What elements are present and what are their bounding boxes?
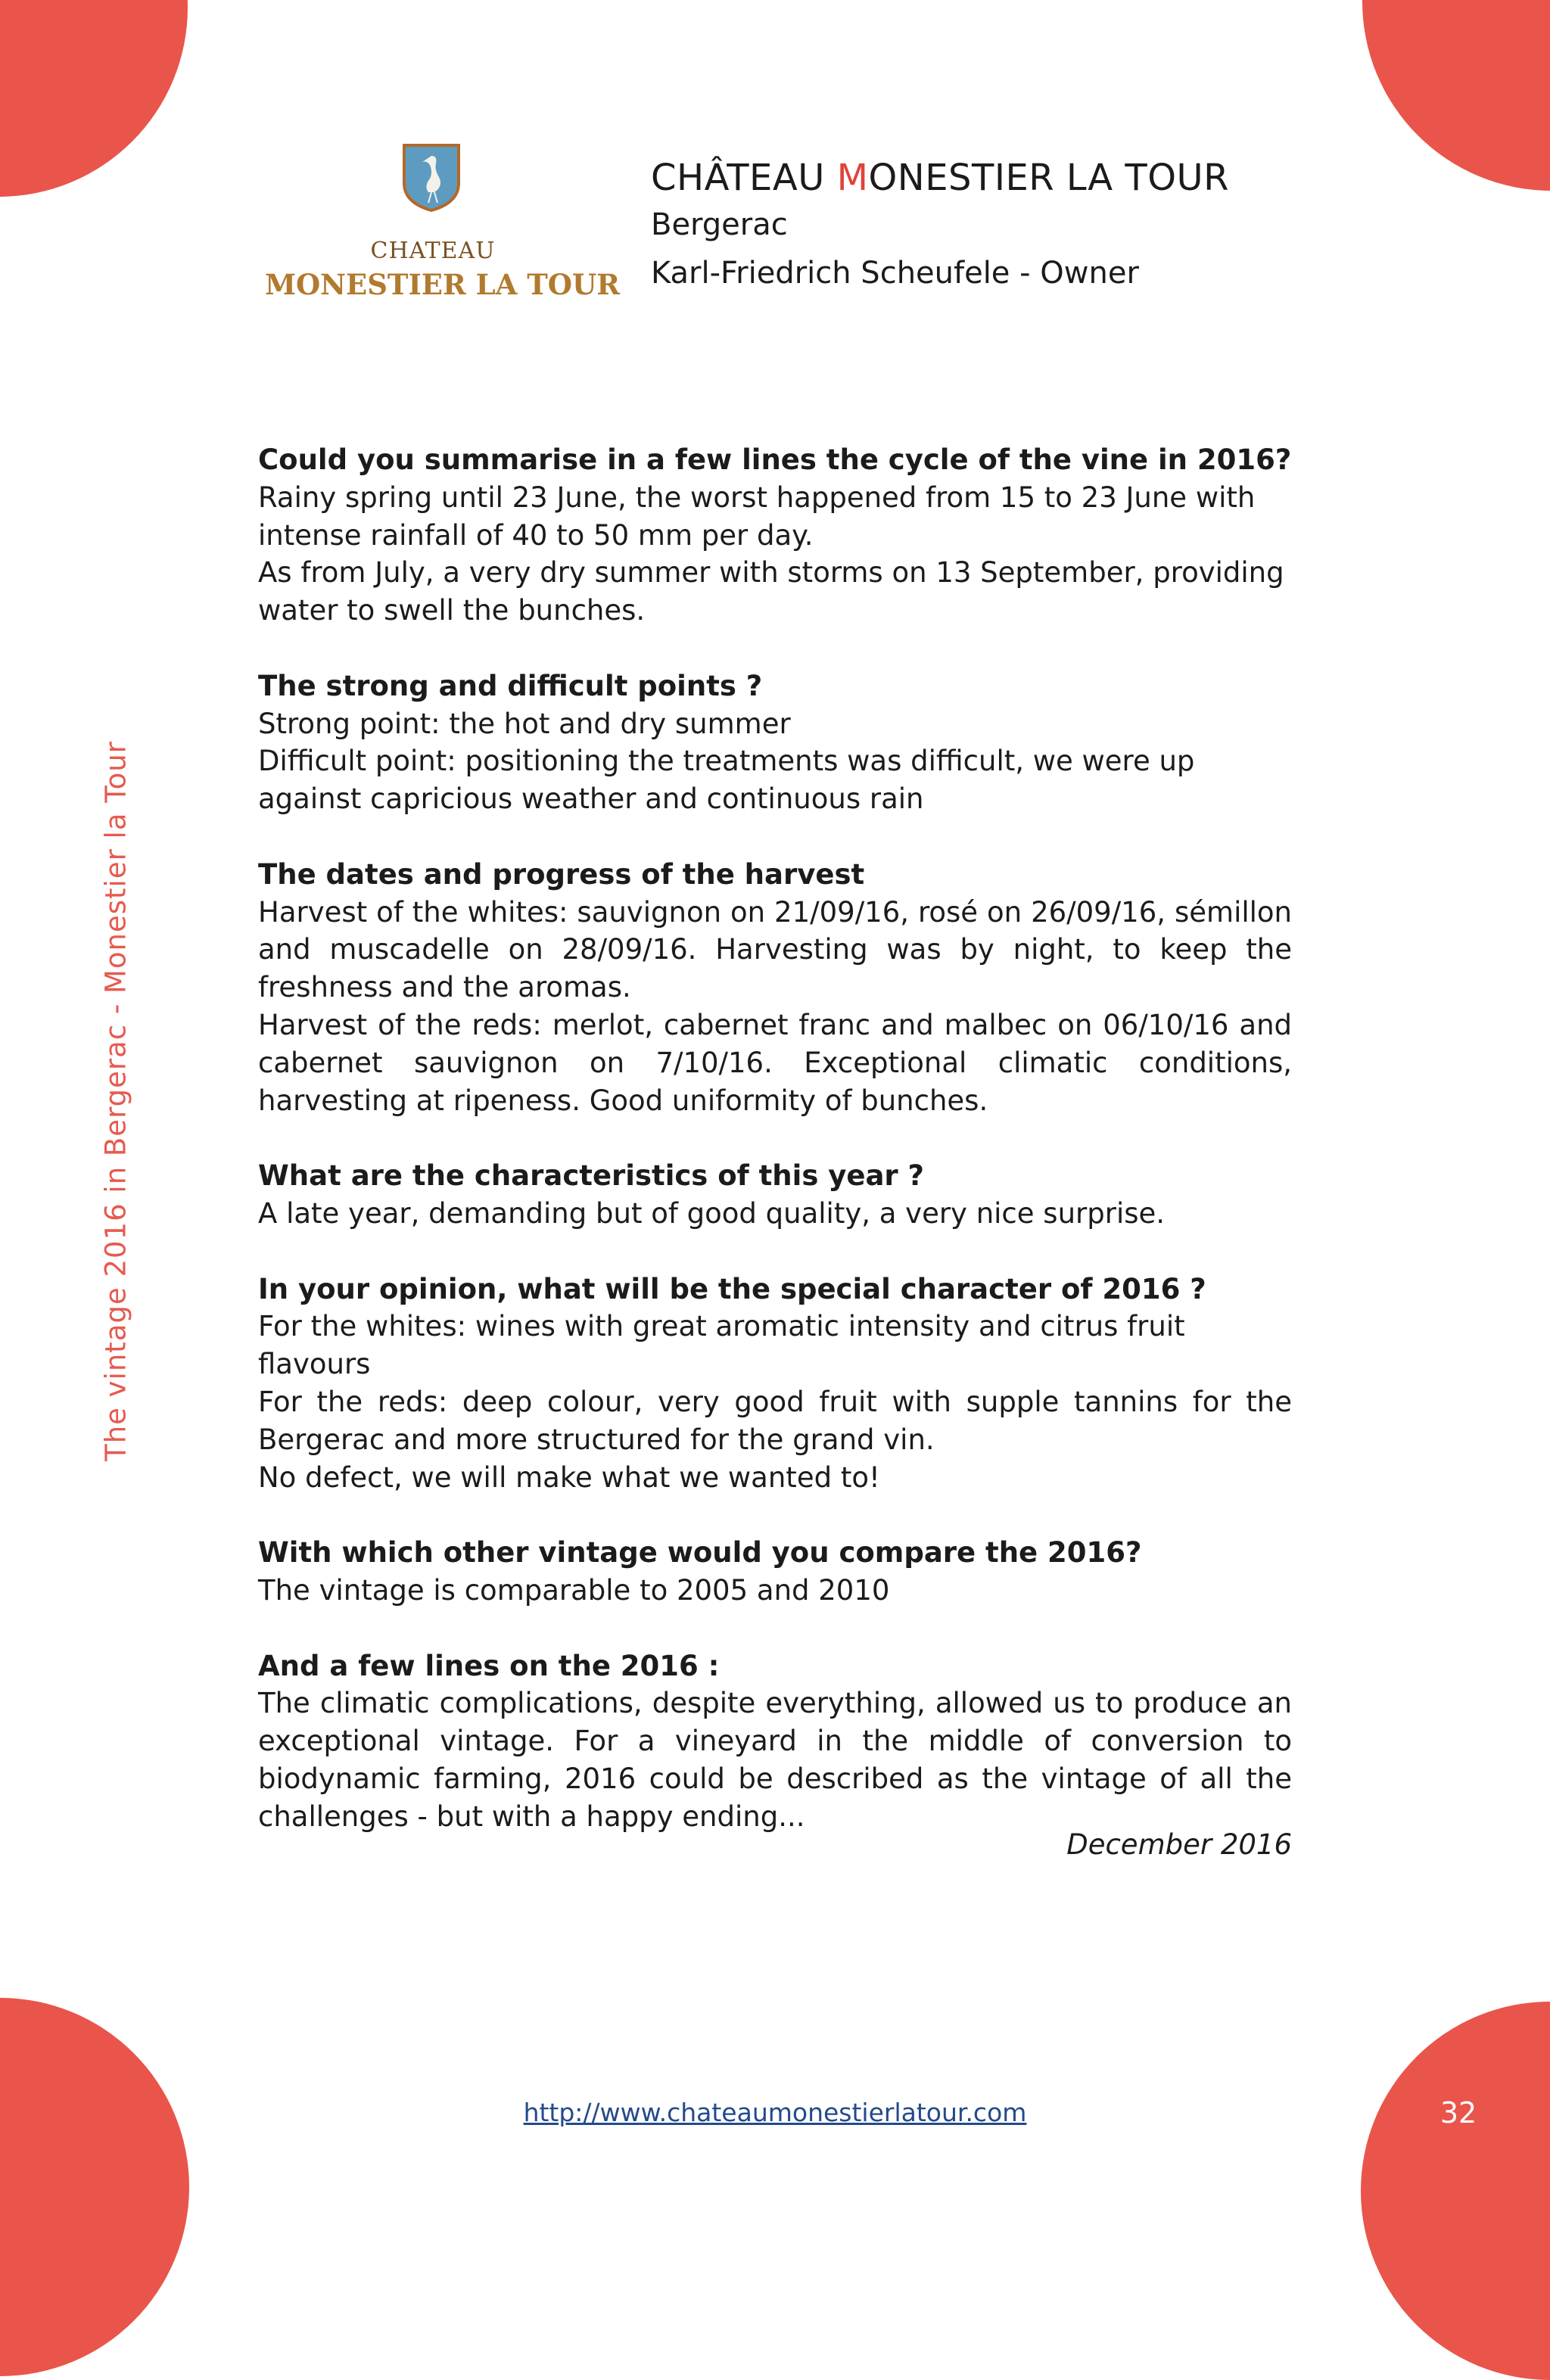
- answer-paragraph: Rainy spring until 23 June, the worst happened from 15 to 23 June with intense rainfall of 40 to 50 mm per day.: [258, 481, 1256, 552]
- chateau-logo: [265, 136, 620, 310]
- answer-paragraph: A late year, demanding but of good quality, a very nice surprise.: [258, 1196, 1166, 1230]
- question-heading: What are the characteristics of this year ?: [258, 1159, 924, 1193]
- logo-chateau-text: CHATEAU: [370, 238, 496, 264]
- region-label: Bergerac: [651, 207, 788, 242]
- answer-paragraph: As from July, a very dry summer with storms on 13 September, providing water to swell the bunches.: [258, 556, 1284, 627]
- logo-name-text: MONESTIER LA TOUR: [265, 268, 620, 301]
- answer-paragraph: No defect, we will make what we wanted to!: [258, 1461, 880, 1494]
- qa-section: [258, 1271, 1292, 1497]
- qa-section: [258, 667, 1292, 818]
- qa-section: [258, 441, 1292, 630]
- answer-paragraph: The vintage is comparable to 2005 and 2010: [258, 1573, 890, 1607]
- corner-decoration-bottom-left: [0, 1998, 189, 2376]
- answer-paragraph: Harvest of the reds: merlot, cabernet franc and malbec on 06/10/16 and cabernet sauvignon on 7/10/16. Exceptional climatic conditions, harvesting at ripeness. Good uniformity of bunches.: [258, 1008, 1292, 1117]
- corner-decoration-top-right: [1362, 0, 1550, 191]
- owner-label: Karl-Friedrich Scheufele - Owner: [651, 256, 1139, 291]
- answer-paragraph: Harvest of the whites: sauvignon on 21/09/16, rosé on 26/09/16, sémillon and muscadelle on 28/09/16. Harvesting was by night, to keep the freshness and the aromas.: [258, 895, 1292, 1004]
- question-heading: With which other vintage would you compare the 2016?: [258, 1536, 1142, 1570]
- question-heading: The strong and difficult points ?: [258, 669, 763, 702]
- answer-paragraph: Difficult point: positioning the treatments was difficult, we were up against capricious weather and continuous rain: [258, 745, 1195, 816]
- chateau-title: CHÂTEAU MONESTIER LA TOUR: [651, 157, 1229, 199]
- document-date: December 2016: [1066, 1828, 1292, 1861]
- website-link[interactable]: http://www.chateaumonestierlatour.com: [523, 2098, 1027, 2127]
- document-header: [651, 155, 1332, 297]
- qa-section: [258, 1157, 1292, 1233]
- interview-body: [258, 441, 1292, 1873]
- question-heading: Could you summarise in a few lines the cycle of the vine in 2016?: [258, 443, 1292, 476]
- question-heading: In your opinion, what will be the special character of 2016 ?: [258, 1272, 1206, 1305]
- corner-decoration-top-left: [0, 0, 188, 197]
- answer-paragraph: Strong point: the hot and dry summer: [258, 707, 791, 740]
- answer-paragraph: For the reds: deep colour, very good fruit with supple tannins for the Bergerac and more structured for the grand vin.: [258, 1385, 1292, 1456]
- qa-section: [258, 1534, 1292, 1610]
- corner-decoration-bottom-right: [1361, 2002, 1550, 2380]
- vertical-side-label: The vintage 2016 in Bergerac - Monestier la Tour: [99, 741, 132, 1461]
- answer-paragraph: The climatic complications, despite everything, allowed us to produce an exceptional vintage. For a vineyard in the middle of conversion to biodynamic farming, 2016 could be described as the vintage of all the challenges - but with a happy ending...: [258, 1687, 1292, 1833]
- page-number: 32: [1440, 2096, 1477, 2130]
- question-heading: And a few lines on the 2016 :: [258, 1649, 720, 1682]
- answer-paragraph: For the whites: wines with great aromatic intensity and citrus fruit flavours: [258, 1310, 1185, 1381]
- question-heading: The dates and progress of the harvest: [258, 857, 865, 891]
- heron-crest-icon: [401, 142, 462, 212]
- qa-section: [258, 1647, 1292, 1836]
- qa-section: [258, 856, 1292, 1120]
